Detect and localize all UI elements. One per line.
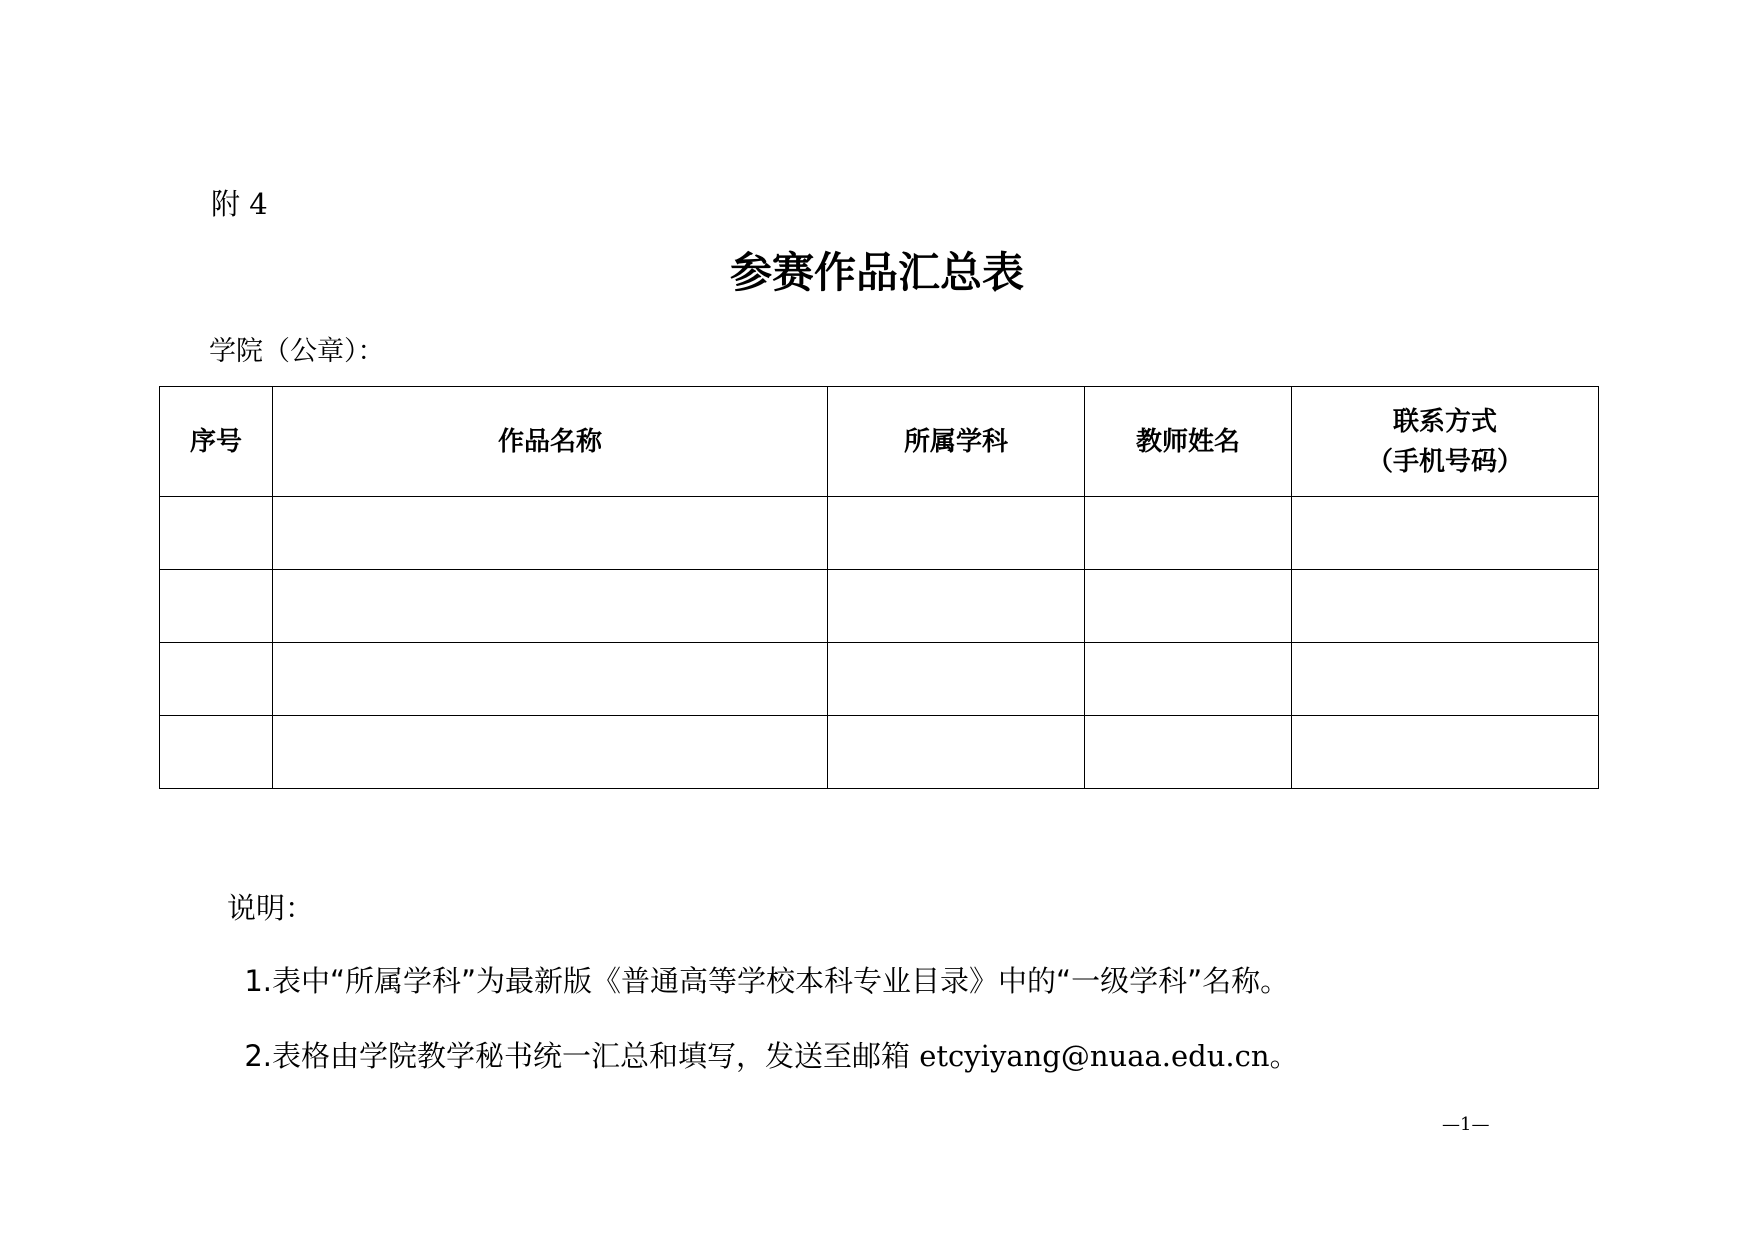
table-header-row (160, 387, 1599, 497)
note-item (238, 1036, 1299, 1076)
column-header-label: 作品名称 (497, 426, 602, 457)
note-number: 1. (244, 964, 272, 998)
column-header-serial (160, 387, 273, 497)
table-cell[interactable] (1292, 643, 1599, 716)
column-header-label: 所属学科 (903, 426, 1008, 457)
note-number: 2. (244, 1039, 272, 1073)
table-row (160, 716, 1599, 789)
column-header-work-title (273, 387, 828, 497)
table-row (160, 497, 1599, 570)
note-text: 表格由学院教学秘书统一汇总和填写，发送至邮箱 (272, 1039, 920, 1073)
column-header-teacher-name (1085, 387, 1292, 497)
column-header-sublabel: （手机号码） (1366, 446, 1523, 477)
note-item (238, 961, 1289, 1001)
table-cell[interactable] (1292, 716, 1599, 789)
table-cell[interactable] (1292, 497, 1599, 570)
email-address: etcyiyang@nuaa.edu.cn (919, 1039, 1270, 1073)
table-row (160, 643, 1599, 716)
table-cell[interactable] (160, 643, 273, 716)
table-cell[interactable] (1085, 643, 1292, 716)
table-cell[interactable] (1085, 570, 1292, 643)
table-cell[interactable] (828, 570, 1085, 643)
table-cell[interactable] (828, 643, 1085, 716)
table-cell[interactable] (1292, 570, 1599, 643)
table-cell[interactable] (273, 497, 828, 570)
table-cell[interactable] (273, 570, 828, 643)
column-header-label: 教师姓名 (1135, 426, 1240, 457)
attachment-label: 附 4 (211, 187, 268, 221)
table-cell[interactable] (160, 497, 273, 570)
note-suffix: 。 (1269, 1039, 1299, 1073)
table-cell[interactable] (160, 570, 273, 643)
table-row (160, 570, 1599, 643)
entries-summary-table (159, 386, 1599, 789)
page-number: —1— (1442, 1114, 1490, 1135)
table-cell[interactable] (273, 716, 828, 789)
column-header-label: 联系方式 (1392, 406, 1497, 437)
column-header-discipline (828, 387, 1085, 497)
note-text: 表中“所属学科”为最新版《普通高等学校本科专业目录》中的“一级学科”名称。 (272, 964, 1290, 998)
column-header-label: 序号 (189, 426, 242, 457)
college-seal-label: 学院（公章）： (209, 336, 385, 367)
table-cell[interactable] (1085, 497, 1292, 570)
table-cell[interactable] (1085, 716, 1292, 789)
table-cell[interactable] (273, 643, 828, 716)
document-title: 参赛作品汇总表 (729, 248, 1024, 297)
table-cell[interactable] (828, 716, 1085, 789)
column-header-contact (1292, 387, 1599, 497)
table-cell[interactable] (160, 716, 273, 789)
notes-heading: 说明： (227, 891, 315, 925)
table-cell[interactable] (828, 497, 1085, 570)
